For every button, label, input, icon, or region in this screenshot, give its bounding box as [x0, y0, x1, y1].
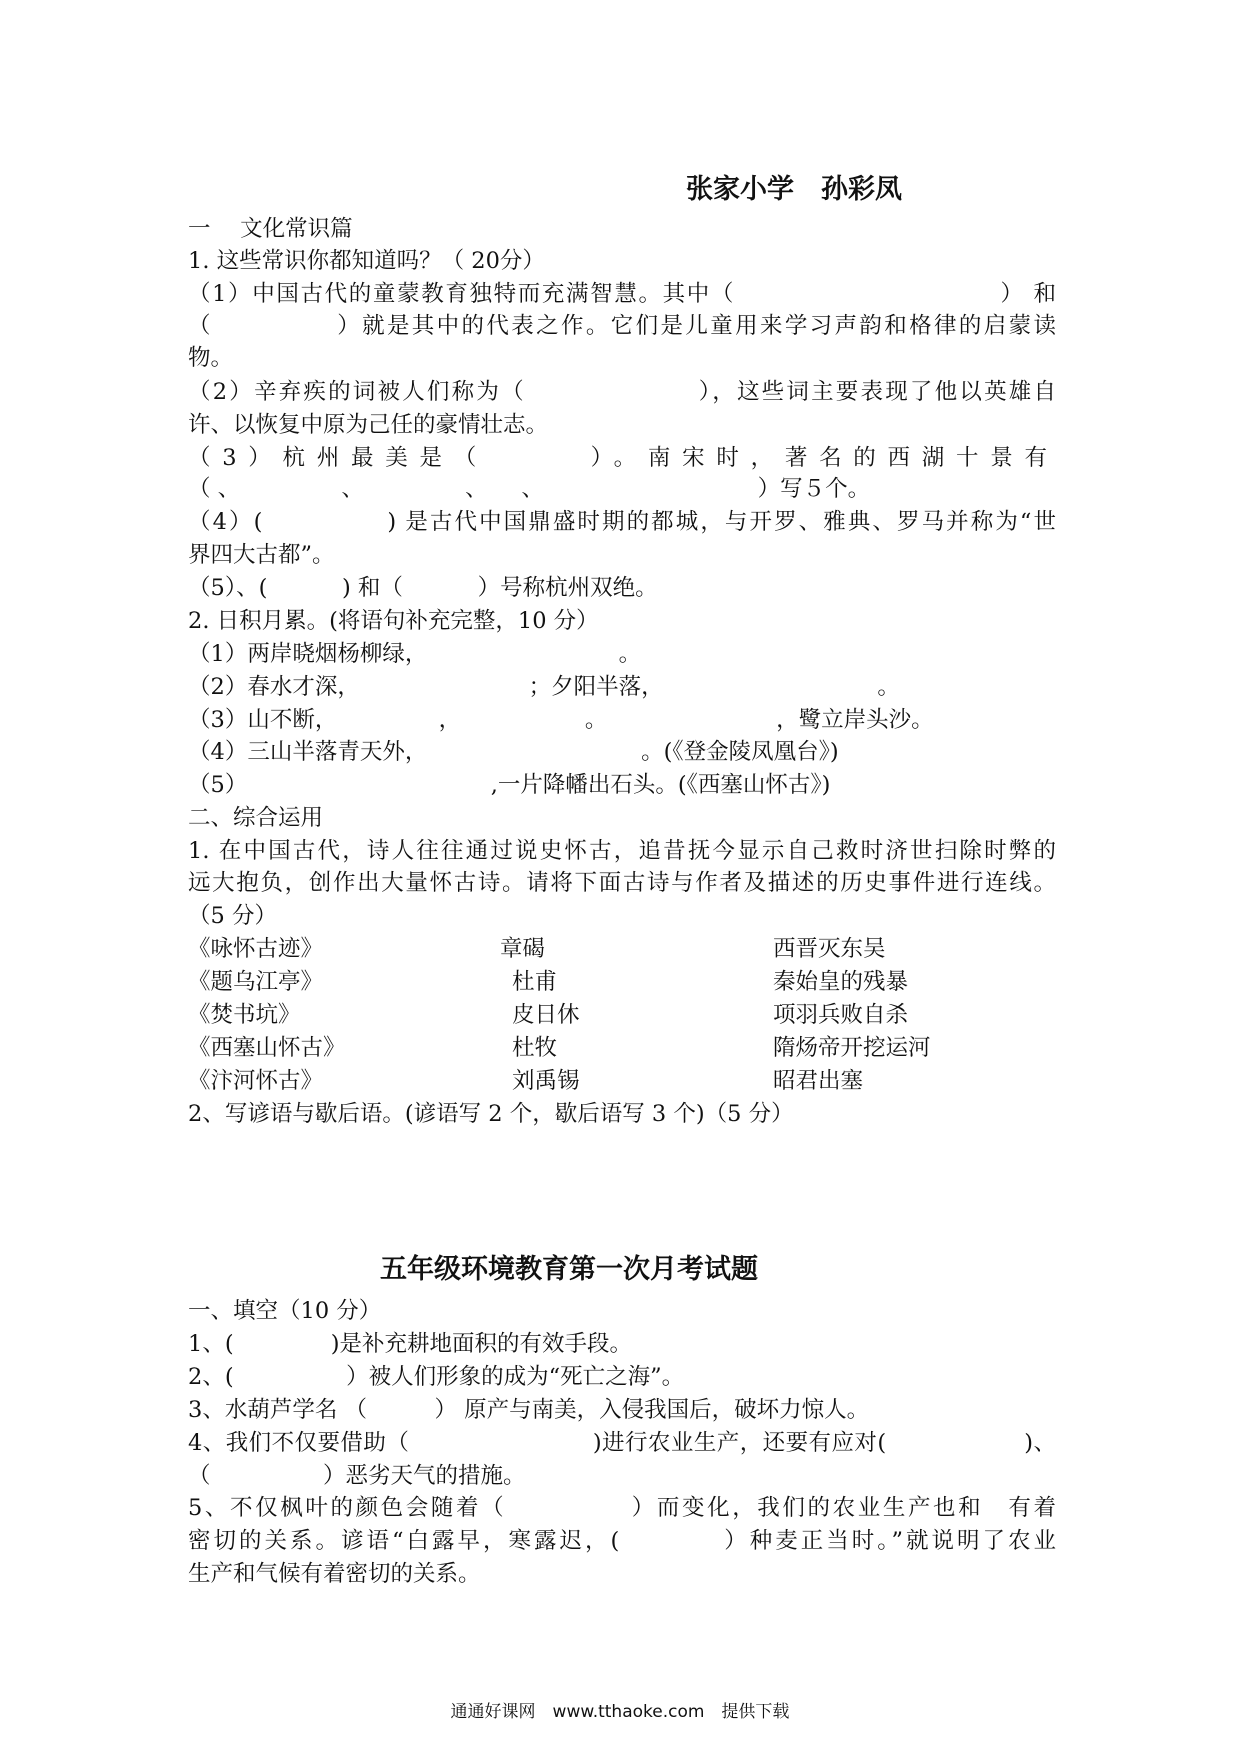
q1-line: 物。: [188, 345, 234, 371]
part1-heading: 一 文化常识篇: [188, 216, 353, 242]
history-event: 昭君出塞: [773, 1068, 864, 1094]
exam-line: （ ）恶劣天气的措施。: [188, 1463, 526, 1489]
exam-line: 密切的关系。谚语“白露早，寒露迟，( ）种麦正当时。”就说明了农业: [188, 1528, 1056, 1554]
exam-line: 1、( )是补充耕地面积的有效手段。: [188, 1331, 633, 1357]
q2-line: （4）三山半落青天外， 。(《登金陵凤凰台》): [188, 739, 839, 765]
poem-title: 《汴河怀古》: [188, 1068, 324, 1094]
q1-line: 许、以恢复中原为己任的豪情壮志。: [188, 412, 549, 438]
q1-title: 1. 这些常识你都知道吗？（ 20分）: [188, 248, 545, 274]
q2-line: （5） ,一片降幡出石头。(《西塞山怀古》): [188, 772, 831, 798]
history-event: 隋炀帝开挖运河: [773, 1035, 931, 1061]
poet-name: 杜牧: [512, 1035, 558, 1061]
part2-q1-line: 1. 在中国古代，诗人往往通过说史怀古，追昔抚今显示自己救时济世扫除时弊的: [188, 838, 1056, 864]
history-event: 西晋灭东吴: [773, 936, 886, 962]
part2-q1-line: 远大抱负，创作出大量怀古诗。请将下面古诗与作者及描述的历史事件进行连线。: [188, 870, 1056, 896]
q2-line: （1）两岸晓烟杨柳绿， 。: [188, 641, 642, 667]
q1-line: （ ）就是其中的代表之作。它们是儿童用来学习声韵和格律的启蒙读: [188, 313, 1056, 339]
exam-line: 3、水葫芦学名 （ ） 原产与南美，入侵我国后，破坏力惊人。: [188, 1397, 870, 1423]
part2-q2-line: 2、写谚语与歇后语。(谚语写 2 个，歇后语写 3 个)（5 分）: [188, 1101, 794, 1127]
history-event: 秦始皇的残暴: [773, 969, 909, 995]
footer-source: 通通好课网 www.tthaoke.com 提供下载: [450, 1702, 790, 1722]
part2-heading: 二、综合运用: [188, 805, 324, 831]
exam-section-heading: 一、填空（10 分）: [188, 1298, 382, 1324]
poem-title: 《西塞山怀古》: [188, 1035, 346, 1061]
q2-title: 2. 日积月累。(将语句补充完整，10 分）: [188, 608, 599, 634]
poet-name: 刘禹锡: [512, 1068, 580, 1094]
school-author-heading: 张家小学 孙彩凤: [686, 174, 902, 205]
q1-line: （2）辛弃疾的词被人们称为（ ），这些词主要表现了他以英雄自: [188, 379, 1056, 405]
q1-line: （4）( ) 是古代中国鼎盛时期的都城，与开罗、雅典、罗马并称为“世: [188, 509, 1056, 535]
exam-line: 生产和气候有着密切的关系。: [188, 1561, 481, 1587]
exam-title: 五年级环境教育第一次月考试题: [380, 1254, 758, 1285]
q1-line: （ 、 、 、 、 ）写５个。: [188, 476, 871, 502]
part2-q1-line: （5 分）: [188, 903, 277, 929]
poem-title: 《焚书坑》: [188, 1002, 301, 1028]
exam-line: 4、我们不仅要借助（ )进行农业生产，还要有应对( )、: [188, 1430, 1056, 1456]
poem-title: 《题乌江亭》: [188, 969, 324, 995]
poem-title: 《咏怀古迹》: [188, 936, 324, 962]
exam-line: 5、不仅枫叶的颜色会随着（ ）而变化，我们的农业生产也和 有着: [188, 1495, 1056, 1521]
q1-line: 界四大古都”。: [188, 542, 335, 568]
history-event: 项羽兵败自杀: [773, 1002, 909, 1028]
poet-name: 章碣: [500, 936, 546, 962]
q2-line: （3）山不断， ， 。 ，鹭立岸头沙。: [188, 707, 934, 733]
poet-name: 杜甫: [512, 969, 558, 995]
q2-line: （2）春水才深， ；夕阳半落， 。: [188, 674, 900, 700]
q1-line: （3）杭州最美是（ ）。南宋时，著名的西湖十景有: [188, 445, 1056, 471]
q1-line: （5）、( ) 和（ ）号称杭州双绝。: [188, 575, 658, 601]
poet-name: 皮日休: [512, 1002, 580, 1028]
exam-line: 2、( ）被人们形象的成为“死亡之海”。: [188, 1364, 685, 1390]
q1-line: （1）中国古代的童蒙教育独特而充满智慧。其中（ ） 和: [188, 281, 1056, 307]
